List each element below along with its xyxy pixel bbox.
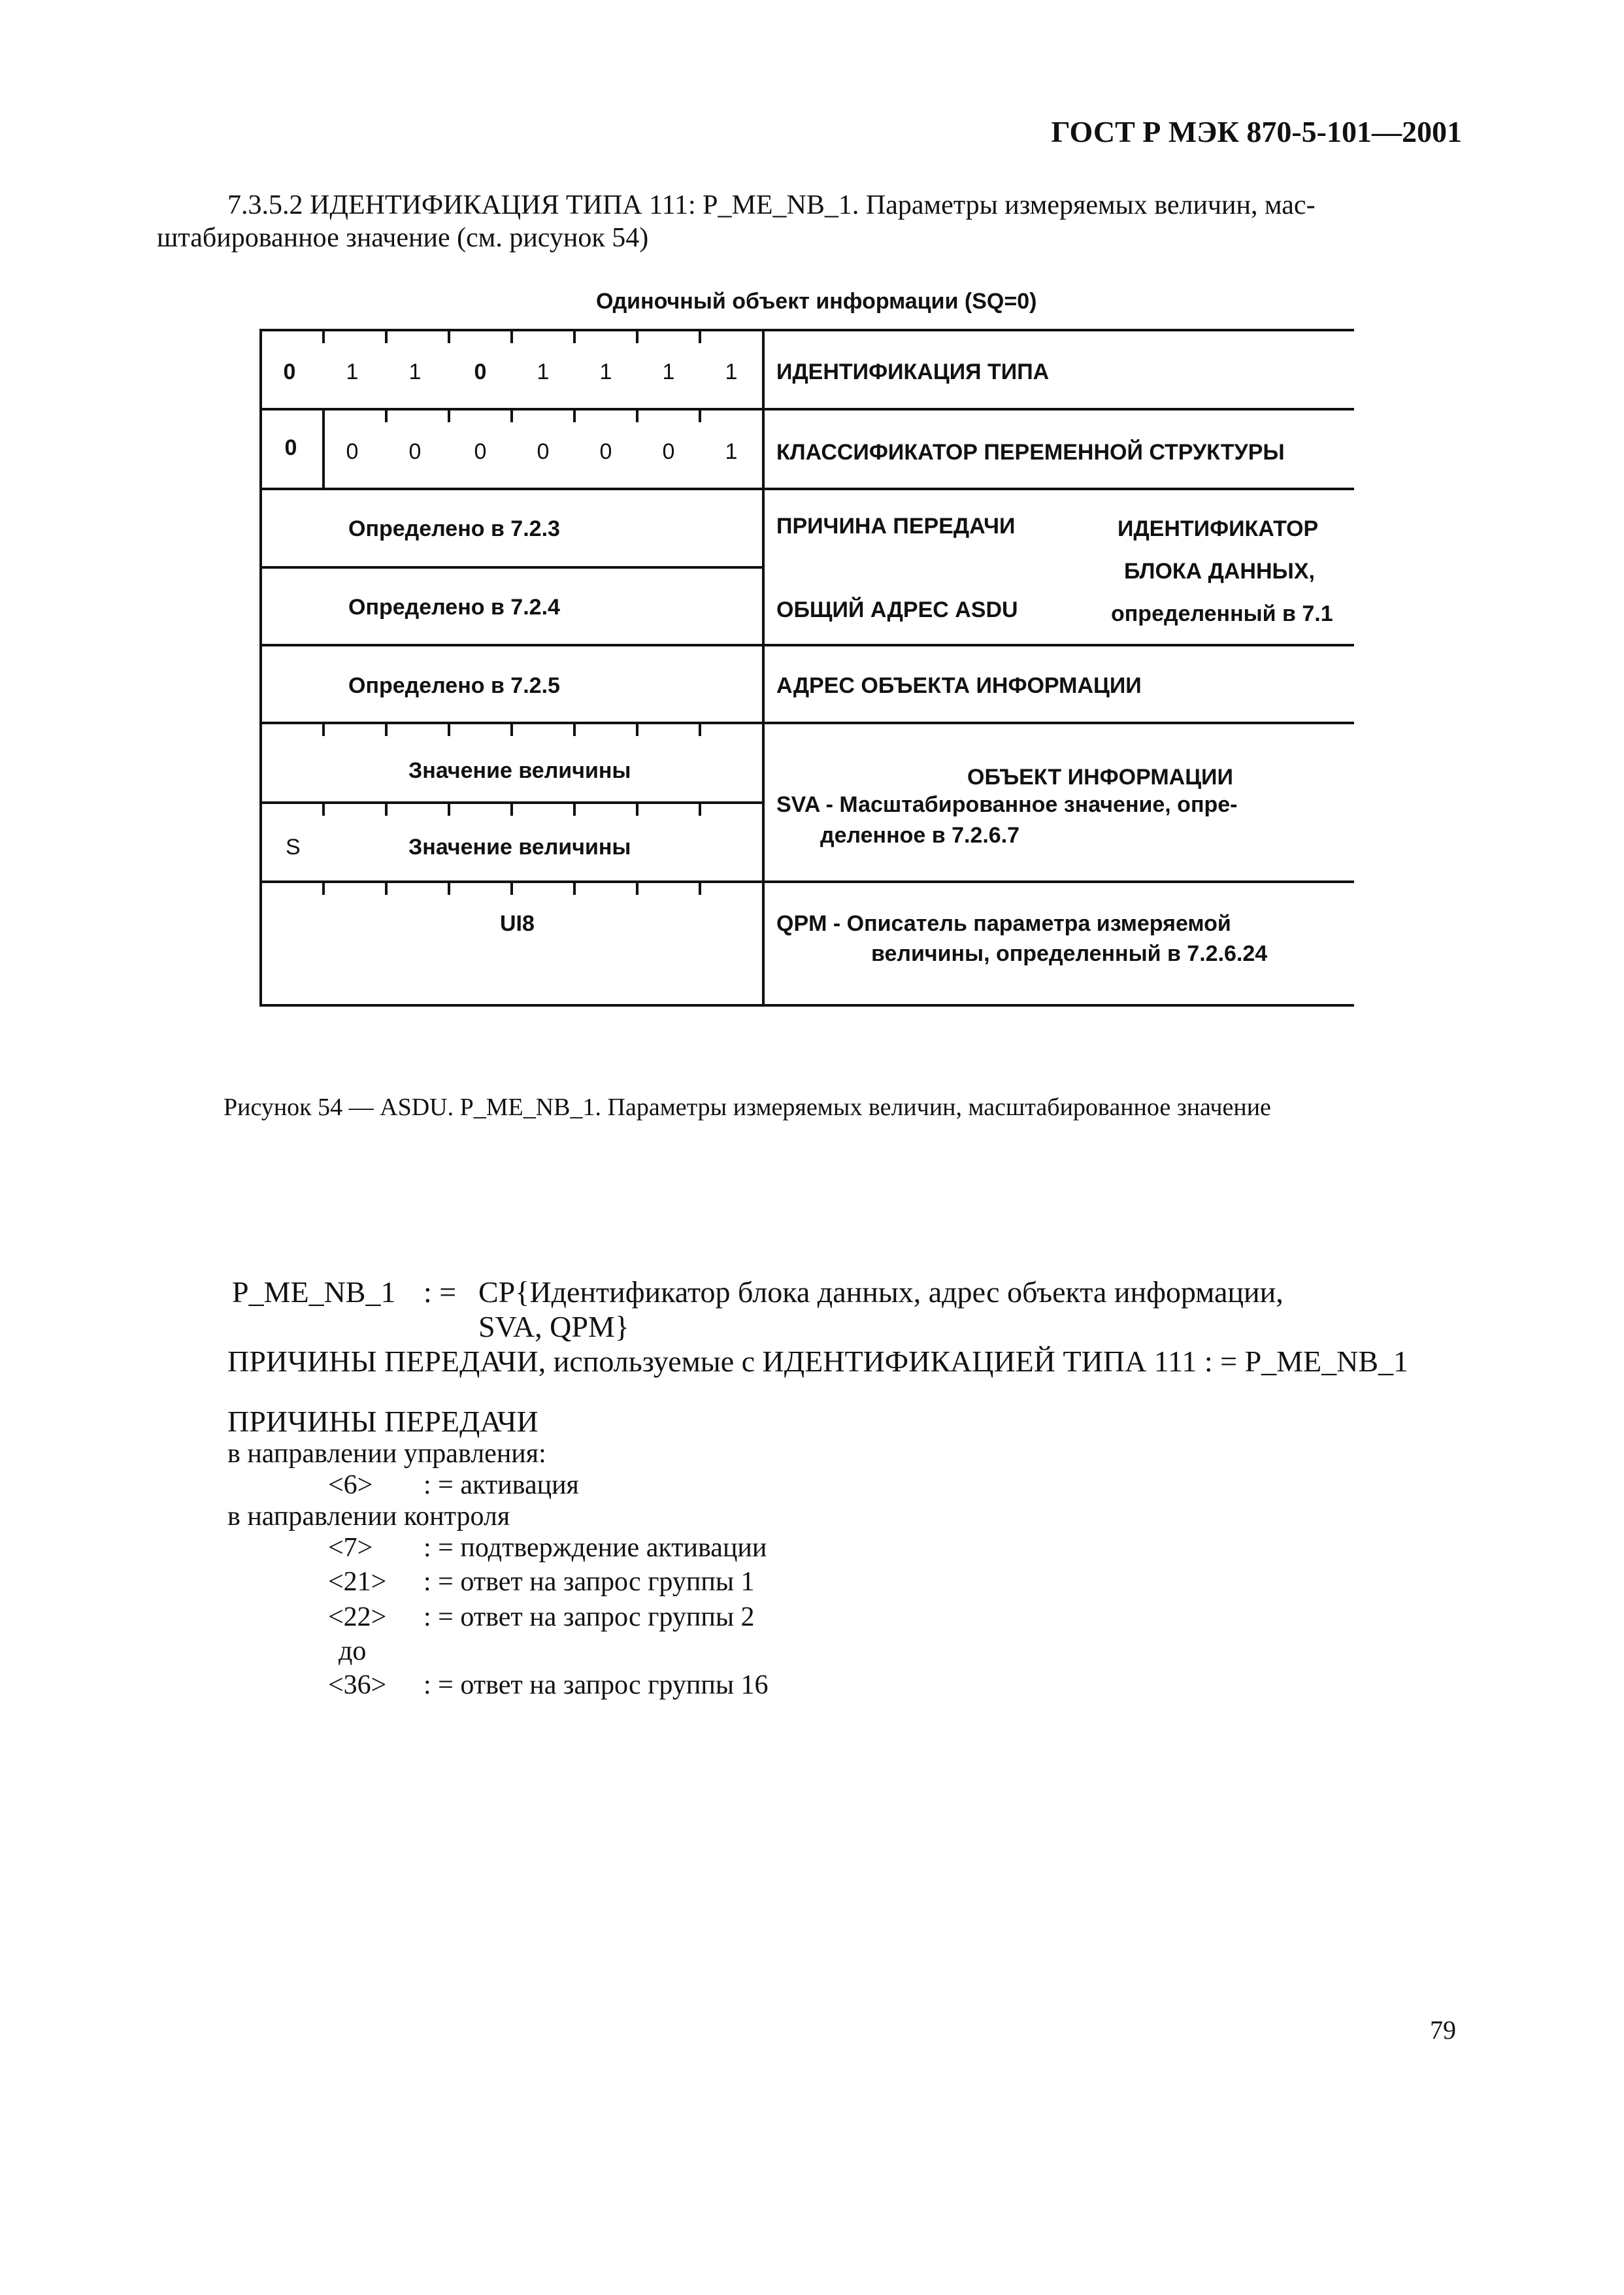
row1-bit: 1 — [537, 360, 550, 384]
sva-description-line2: деленное в 7.2.6.7 — [820, 823, 1020, 848]
definition-name: P_ME_NB_1 — [232, 1275, 396, 1309]
asdu-address-label: ОБЩИЙ АДРЕС ASDU — [776, 597, 1018, 622]
tick — [385, 331, 388, 343]
cause-22-code: <22> — [328, 1602, 387, 1632]
tick — [699, 883, 701, 895]
page-number: 79 — [1430, 2015, 1456, 2045]
tick — [573, 804, 576, 816]
ioa-definition: Определено в 7.2.5 — [348, 673, 560, 698]
row2-bit: 0 — [662, 439, 675, 464]
info-object-title: ОБЪЕКТ ИНФОРМАЦИИ — [967, 765, 1233, 790]
cot-usage-line: ПРИЧИНЫ ПЕРЕДАЧИ, используемые с ИДЕНТИФИКАЦИЕЙ ТИПА 111 : = P_ME_NB_1 — [227, 1345, 1409, 1378]
tick — [385, 724, 388, 736]
dui-line2: БЛОКА ДАННЫХ, — [1124, 559, 1315, 584]
cause-21-code: <21> — [328, 1567, 387, 1597]
tick — [448, 804, 450, 816]
tick — [448, 724, 450, 736]
row-line-bottom — [259, 1004, 1354, 1007]
tick — [510, 724, 513, 736]
tick — [699, 331, 701, 343]
tick — [636, 883, 638, 895]
tick — [573, 331, 576, 343]
tick — [636, 724, 638, 736]
range-to: до — [339, 1636, 367, 1666]
dui-line3: определенный в 7.1 — [1111, 601, 1333, 626]
tick — [448, 331, 450, 343]
control-direction: в направлении управления: — [227, 1439, 546, 1469]
definition-line1: CP{Идентификатор блока данных, адрес объекта информации, — [478, 1275, 1284, 1309]
value-low: Значение величины — [408, 835, 631, 860]
row2-bit: 0 — [284, 435, 297, 460]
row2-bit: 0 — [537, 439, 550, 464]
tick — [573, 883, 576, 895]
row1-bit: 1 — [725, 360, 738, 384]
cause-22-text: : = ответ на запрос группы 2 — [423, 1602, 755, 1632]
tick — [699, 724, 701, 736]
row-line-4 — [259, 644, 1354, 646]
bit0-separator — [322, 410, 325, 488]
sign-bit: S — [286, 835, 301, 860]
tick — [573, 410, 576, 422]
definition-operator: : = — [423, 1275, 457, 1309]
qpm-description-line1: QPM - Описатель параметра измеряемой — [776, 911, 1231, 936]
cause-36-code: <36> — [328, 1670, 387, 1700]
tick — [385, 883, 388, 895]
tick — [636, 410, 638, 422]
vsq-label: КЛАССИФИКАТОР ПЕРЕМЕННОЙ СТРУКТУРЫ — [776, 440, 1285, 465]
tick — [385, 804, 388, 816]
ioa-label: АДРЕС ОБЪЕКТА ИНФОРМАЦИИ — [776, 673, 1142, 698]
monitor-direction: в направлении контроля — [227, 1501, 510, 1532]
tick — [510, 331, 513, 343]
row1-bit: 1 — [408, 360, 422, 384]
tick — [573, 724, 576, 736]
section-heading-line1: 7.3.5.2 ИДЕНТИФИКАЦИЯ ТИПА 111: P_ME_NB_1. Параметры измеряемых величин, мас- — [227, 190, 1316, 220]
row-line-5 — [259, 722, 1354, 724]
row-line-top — [259, 329, 1354, 331]
diagram-divider — [762, 329, 765, 1007]
row2-bit: 0 — [408, 439, 422, 464]
row-line-2 — [259, 488, 1354, 490]
row1-bit: 1 — [662, 360, 675, 384]
tick — [510, 410, 513, 422]
row2-bit: 1 — [725, 439, 738, 464]
cause-7-text: : = подтверждение активации — [423, 1533, 767, 1563]
cot-label: ПРИЧИНА ПЕРЕДАЧИ — [776, 514, 1016, 539]
diagram-title: Одиночный объект информации (SQ=0) — [596, 289, 1037, 314]
asdu-address-definition: Определено в 7.2.4 — [348, 595, 560, 620]
value-high: Значение величины — [408, 758, 631, 783]
tick — [699, 804, 701, 816]
causes-title: ПРИЧИНЫ ПЕРЕДАЧИ — [227, 1405, 539, 1438]
tick — [385, 410, 388, 422]
tick — [636, 331, 638, 343]
tick — [322, 724, 325, 736]
cause-6-text: : = активация — [423, 1470, 579, 1500]
row-line-7 — [259, 880, 1354, 883]
cause-7-code: <7> — [328, 1533, 373, 1563]
row2-bit: 0 — [474, 439, 487, 464]
cause-36-text: : = ответ на запрос группы 16 — [423, 1670, 769, 1700]
tick — [448, 883, 450, 895]
tick — [636, 804, 638, 816]
definition-line2: SVA, QPM} — [478, 1310, 629, 1343]
type-id-label: ИДЕНТИФИКАЦИЯ ТИПА — [776, 360, 1050, 384]
tick — [448, 410, 450, 422]
row1-bit: 0 — [474, 360, 487, 384]
cause-6-code: <6> — [328, 1470, 373, 1500]
tick — [322, 331, 325, 343]
row2-bit: 0 — [346, 439, 359, 464]
cause-21-text: : = ответ на запрос группы 1 — [423, 1567, 755, 1597]
row2-bit: 0 — [599, 439, 612, 464]
document-id: ГОСТ Р МЭК 870-5-101—2001 — [1051, 115, 1462, 148]
sva-description-line1: SVA - Масштабированное значение, опре- — [776, 792, 1238, 817]
tick — [510, 804, 513, 816]
row-line-3 — [259, 566, 763, 569]
tick — [322, 804, 325, 816]
row1-bit: 0 — [283, 360, 296, 384]
cot-definition: Определено в 7.2.3 — [348, 516, 560, 541]
tick — [322, 883, 325, 895]
qpm-description-line2: величины, определенный в 7.2.6.24 — [871, 941, 1268, 966]
ui8-label: UI8 — [500, 911, 535, 936]
row-line-1 — [259, 408, 1354, 410]
tick — [699, 410, 701, 422]
figure-caption: Рисунок 54 — ASDU. P_ME_NB_1. Параметры измеряемых величин, масштабированное значение — [224, 1094, 1271, 1121]
diagram-left-border — [259, 329, 262, 1007]
section-heading-line2: штабированное значение (см. рисунок 54) — [157, 223, 649, 253]
row1-bit: 1 — [599, 360, 612, 384]
dui-line1: ИДЕНТИФИКАТОР — [1118, 516, 1319, 541]
tick — [510, 883, 513, 895]
row1-bit: 1 — [346, 360, 359, 384]
